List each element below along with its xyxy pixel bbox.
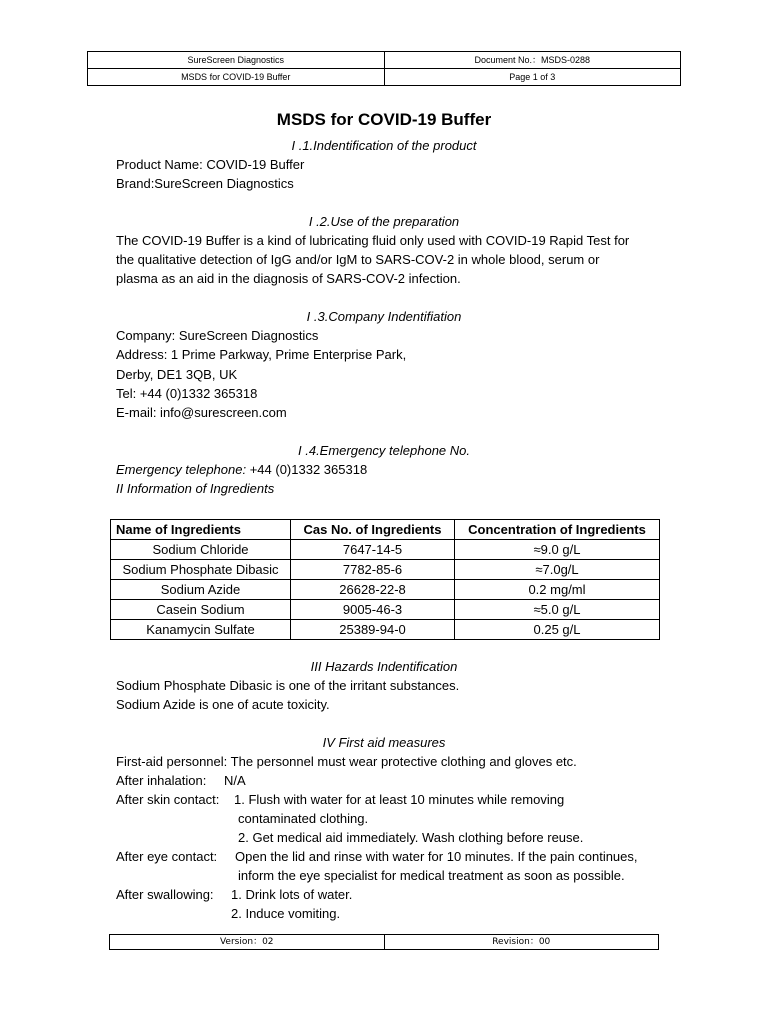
section-heading-identification: I .1.Indentification of the product — [291, 138, 477, 153]
ingredient-cas: 7782-85-6 — [291, 560, 455, 580]
table-row — [111, 540, 660, 560]
footer-version: Version：02 — [110, 935, 385, 950]
page-title: MSDS for COVID-19 Buffer — [276, 110, 492, 129]
ingredient-name: Sodium Chloride — [111, 540, 291, 560]
table-row — [111, 600, 660, 620]
document-header — [87, 51, 681, 86]
inhalation-value: N/A — [224, 773, 246, 788]
ingredient-cas: 9005-46-3 — [291, 600, 455, 620]
use-line-3: plasma as an aid in the diagnosis of SARS-COV-2 infection. — [116, 271, 461, 286]
emergency-label: Emergency telephone: — [116, 462, 247, 477]
ingredient-concentration: ≈7.0g/L — [455, 560, 660, 580]
hazard-line-1: Sodium Phosphate Dibasic is one of the irritant substances. — [116, 678, 460, 693]
company-address-1: Address: 1 Prime Parkway, Prime Enterprise Park, — [116, 347, 407, 362]
eye-contact-text-2: inform the eye specialist for medical treatment as soon as possible. — [238, 868, 625, 883]
ingredient-concentration: ≈5.0 g/L — [455, 600, 660, 620]
skin-contact-step-1-cont: contaminated clothing. — [238, 811, 369, 826]
ingredient-concentration: 0.25 g/L — [455, 620, 660, 640]
brand: Brand:SureScreen Diagnostics — [116, 176, 294, 191]
skin-contact-label: After skin contact: — [116, 792, 220, 807]
column-header-name: Name of Ingredients — [111, 520, 291, 540]
emergency-telephone — [116, 460, 367, 479]
first-aid-personnel: First-aid personnel: The personnel must wear protective clothing and gloves etc. — [116, 754, 577, 769]
hazard-line-2: Sodium Azide is one of acute toxicity. — [116, 697, 330, 712]
ingredient-concentration: ≈9.0 g/L — [455, 540, 660, 560]
header-doc-title: MSDS for COVID-19 Buffer — [88, 69, 385, 86]
eye-contact-label: After eye contact: — [116, 849, 218, 864]
ingredient-cas: 7647-14-5 — [291, 540, 455, 560]
company-email: E-mail: info@surescreen.com — [116, 405, 287, 420]
table-row — [111, 560, 660, 580]
section-heading-use: I .2.Use of the preparation — [308, 214, 460, 229]
section-heading-company: I .3.Company Indentifiation — [306, 309, 462, 324]
use-line-2: the qualitative detection of IgG and/or IgM to SARS-COV-2 in whole blood, serum or — [116, 252, 600, 267]
table-header-row — [111, 520, 660, 540]
column-header-concentration: Concentration of Ingredients — [455, 520, 660, 540]
header-page-number: Page 1 of 3 — [384, 69, 681, 86]
swallowing-label: After swallowing: — [116, 887, 214, 902]
swallowing-step-1: 1. Drink lots of water. — [231, 887, 353, 902]
section-heading-first-aid: IV First aid measures — [322, 735, 446, 750]
ingredient-name: Kanamycin Sulfate — [111, 620, 291, 640]
eye-contact-text-1: Open the lid and rinse with water for 10 minutes. If the pain continues, — [235, 849, 638, 864]
ingredient-name: Sodium Phosphate Dibasic — [111, 560, 291, 580]
use-line-1: The COVID-19 Buffer is a kind of lubricating fluid only used with COVID-19 Rapid Test for — [116, 233, 630, 248]
header-doc-no: Document No.：MSDS-0288 — [384, 52, 681, 69]
section-heading-emergency: I .4.Emergency telephone No. — [298, 443, 470, 458]
ingredient-cas: 25389-94-0 — [291, 620, 455, 640]
footer-revision: Revision：00 — [384, 935, 659, 950]
document-footer — [109, 934, 659, 950]
skin-contact-step-1: 1. Flush with water for at least 10 minutes while removing — [234, 792, 565, 807]
ingredients-table — [110, 519, 660, 640]
company-tel: Tel: +44 (0)1332 365318 — [116, 386, 258, 401]
inhalation-label: After inhalation: — [116, 773, 207, 788]
table-row — [111, 620, 660, 640]
ingredient-name: Sodium Azide — [111, 580, 291, 600]
company-name: Company: SureScreen Diagnostics — [116, 328, 319, 343]
section-heading-ingredients: II Information of Ingredients — [116, 481, 275, 496]
skin-contact-step-2: 2. Get medical aid immediately. Wash clothing before reuse. — [238, 830, 584, 845]
ingredient-name: Casein Sodium — [111, 600, 291, 620]
ingredient-cas: 26628-22-8 — [291, 580, 455, 600]
header-company: SureScreen Diagnostics — [88, 52, 385, 69]
swallowing-step-2: 2. Induce vomiting. — [231, 906, 341, 921]
ingredient-concentration: 0.2 mg/ml — [455, 580, 660, 600]
company-address-2: Derby, DE1 3QB, UK — [116, 367, 238, 382]
product-name: Product Name: COVID-19 Buffer — [116, 157, 305, 172]
table-row — [111, 580, 660, 600]
emergency-value: +44 (0)1332 365318 — [246, 462, 368, 477]
section-heading-hazards: III Hazards Indentification — [310, 659, 458, 674]
column-header-cas: Cas No. of Ingredients — [291, 520, 455, 540]
